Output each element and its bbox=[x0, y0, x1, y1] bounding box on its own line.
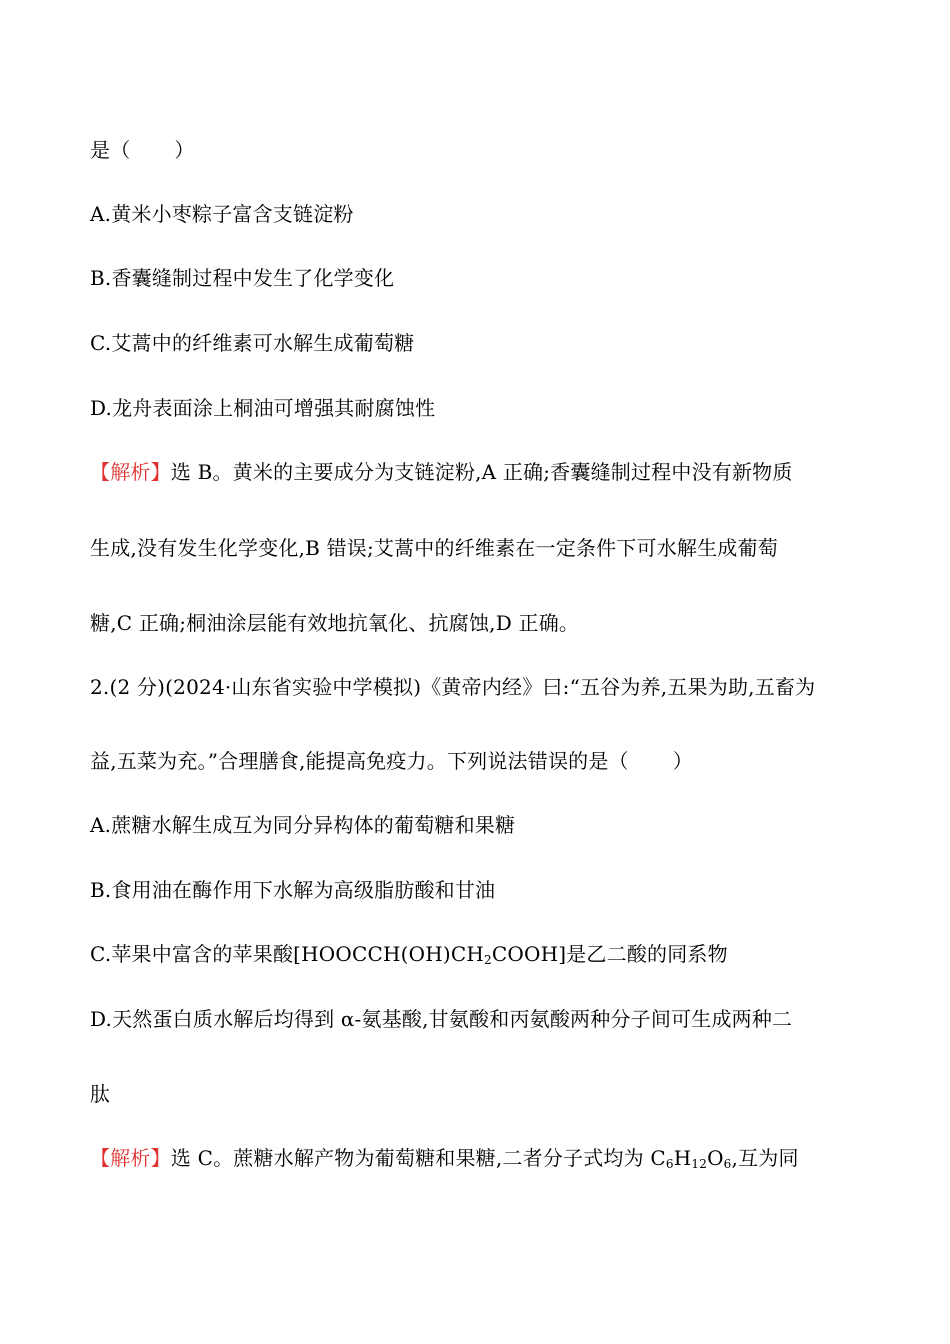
q2-analysis-line1 bbox=[90, 1144, 799, 1172]
q2-option-d-line1: D.天然蛋白质水解后均得到 α-氨基酸,甘氨酸和丙氨酸两种分子间可生成两种二 bbox=[90, 1007, 793, 1031]
q1-option-b: B.香囊缝制过程中发生了化学变化 bbox=[90, 266, 395, 290]
q1-analysis-line1 bbox=[90, 458, 793, 486]
q1-analysis-text-1: 选 B。黄米的主要成分为支链淀粉,A 正确;香囊缝制过程中没有新物质 bbox=[170, 460, 793, 484]
q1-option-a: A.黄米小枣粽子富含支链淀粉 bbox=[90, 202, 354, 226]
q2-option-c-subscript: 2 bbox=[484, 953, 492, 967]
formula-h: H bbox=[673, 1146, 692, 1170]
q2-option-a: A.蔗糖水解生成互为同分异构体的葡萄糖和果糖 bbox=[90, 813, 516, 837]
q1-stem-text: 是（ bbox=[90, 138, 131, 162]
q2-stem-close: ） bbox=[672, 749, 693, 773]
formula-subscript: 12 bbox=[691, 1157, 708, 1171]
q2-stem-text: 益,五菜为充。”合理膳食,能提高免疫力。下列说法错误的是（ bbox=[90, 749, 629, 773]
q2-option-c-pre: C.苹果中富含的苹果酸[HOOCCH(OH)CH bbox=[90, 942, 485, 966]
q2-option-c bbox=[90, 940, 728, 968]
q1-stem-tail bbox=[90, 136, 195, 164]
formula-subscript: 6 bbox=[665, 1157, 674, 1171]
q2-stem-line2 bbox=[90, 747, 693, 775]
analysis-tag: 【解析】 bbox=[90, 460, 171, 484]
q2-analysis-text-pre: 选 C。蔗糖水解产物为葡萄糖和果糖,二者分子式均为 C bbox=[170, 1146, 666, 1170]
q1-analysis-line3: 糖,C 正确;桐油涂层能有效地抗氧化、抗腐蚀,D 正确。 bbox=[90, 611, 580, 635]
q1-stem-close: ） bbox=[174, 138, 195, 162]
q2-stem-line1: 2.(2 分)(2024·山东省实验中学模拟)《黄帝内经》曰:“五谷为养,五果为助,五畜为 bbox=[90, 675, 816, 699]
q2-option-c-post: COOH]是乙二酸的同系物 bbox=[491, 942, 728, 966]
q2-option-d-line2: 肽 bbox=[90, 1082, 111, 1106]
analysis-tag: 【解析】 bbox=[90, 1146, 171, 1170]
q2-option-b: B.食用油在酶作用下水解为高级脂肪酸和甘油 bbox=[90, 878, 496, 902]
q1-option-d: D.龙舟表面涂上桐油可增强其耐腐蚀性 bbox=[90, 396, 436, 420]
q1-option-c: C.艾蒿中的纤维素可水解生成葡萄糖 bbox=[90, 331, 415, 355]
formula-subscript: 6 bbox=[723, 1157, 732, 1171]
q1-analysis-line2: 生成,没有发生化学变化,B 错误;艾蒿中的纤维素在一定条件下可水解生成葡萄 bbox=[90, 536, 778, 560]
formula-o: O bbox=[707, 1146, 724, 1170]
q2-analysis-text-post: ,互为同 bbox=[731, 1146, 799, 1170]
